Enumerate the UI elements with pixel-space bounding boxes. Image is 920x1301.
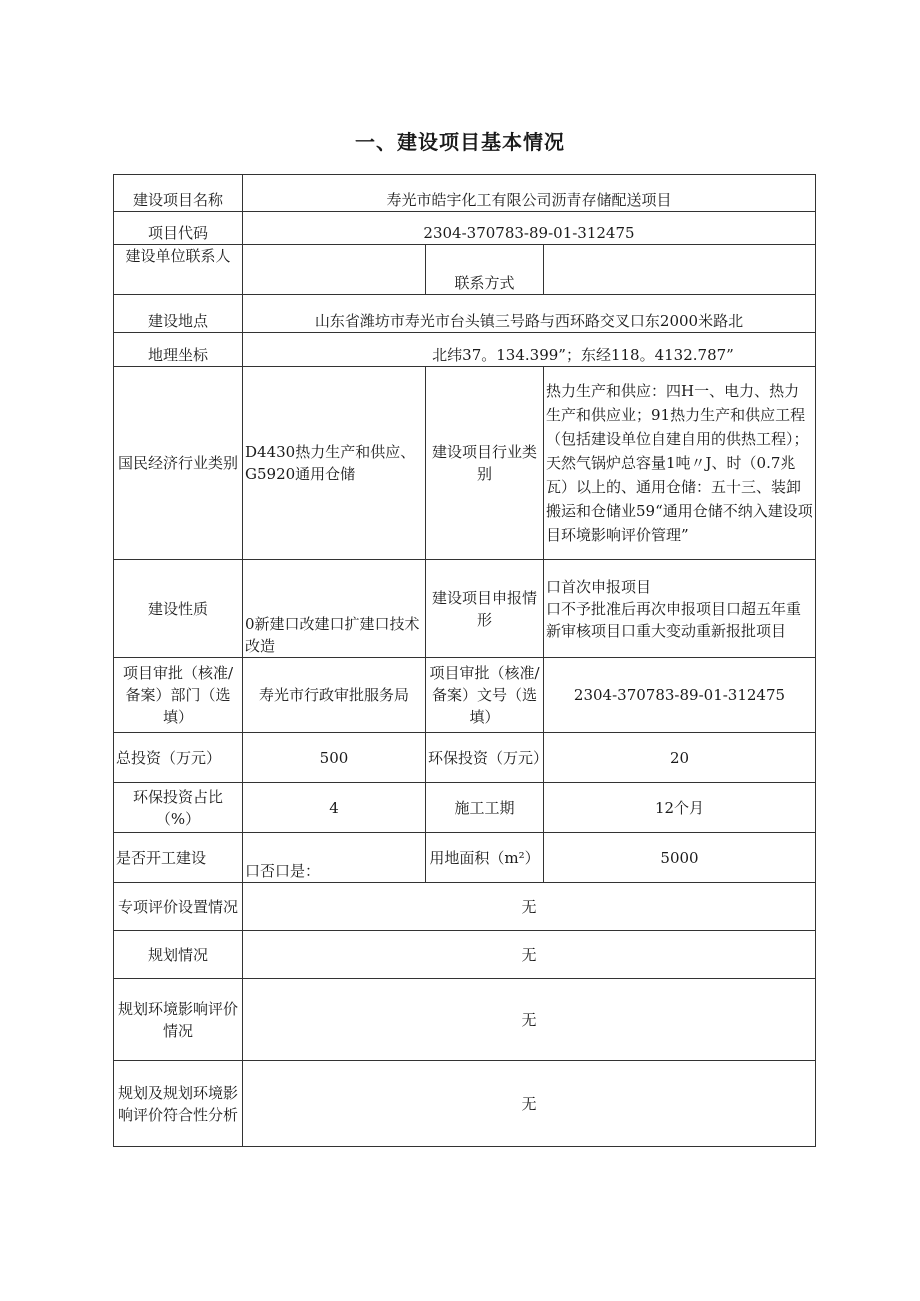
contact-value: [243, 245, 426, 295]
started-value: 口否口是：: [243, 833, 426, 883]
special-eval-value: 无: [243, 883, 816, 931]
table-row: [114, 883, 816, 931]
table-row: [114, 560, 816, 658]
contact-method-label: 联系方式: [426, 245, 544, 295]
table-row: [114, 833, 816, 883]
investment-label: 总投资（万元）: [114, 733, 243, 783]
contact-label: 建设单位联系人: [114, 245, 243, 295]
location-value: 山东省潍坊市寿光市台头镇三号路与西环路交叉口东2000米路北: [243, 295, 816, 333]
env-investment-label: 环保投资（万元）: [426, 733, 544, 783]
env-investment-value: 20: [544, 733, 816, 783]
period-value: 12个月: [544, 783, 816, 833]
project-code-value: 2304-370783-89-01-312475: [243, 212, 816, 245]
approval-doc-label: 项目审批（核准/备案）文号（选填）: [426, 658, 544, 733]
project-code-label: 项目代码: [114, 212, 243, 245]
table-row: [114, 1061, 816, 1147]
table-row: [114, 367, 816, 560]
nature-label: 建设性质: [114, 560, 243, 658]
table-row: [114, 733, 816, 783]
started-label: 是否开工建设: [114, 833, 243, 883]
approval-dept-label: 项目审批（核准/备案）部门（选填）: [114, 658, 243, 733]
approval-doc-value: 2304-370783-89-01-312475: [544, 658, 816, 733]
table-row: [114, 931, 816, 979]
table-row: [114, 783, 816, 833]
industry-value: D4430热力生产和供应、G5920通用仓储: [243, 367, 426, 560]
approval-dept-value: 寿光市行政审批服务局: [243, 658, 426, 733]
table-row: [114, 175, 816, 212]
table-row: [114, 245, 816, 295]
page-title: 一、建设项目基本情况: [355, 130, 565, 154]
table-row: [114, 658, 816, 733]
ratio-value: 4: [243, 783, 426, 833]
planning-analysis-value: 无: [243, 1061, 816, 1147]
project-name-value: 寿光市皓宇化工有限公司沥青存储配送项目: [243, 175, 816, 212]
location-label: 建设地点: [114, 295, 243, 333]
table-row: [114, 212, 816, 245]
industry-label: 国民经济行业类别: [114, 367, 243, 560]
period-label: 施工工期: [426, 783, 544, 833]
declare-label: 建设项目申报情形: [426, 560, 544, 658]
investment-value: 500: [243, 733, 426, 783]
contact-method-value: [544, 245, 816, 295]
project-info-table: [113, 174, 816, 1147]
ratio-label: 环保投资占比（%）: [114, 783, 243, 833]
coords-value: 北纬37。134.399”；东经118。4132.787”: [243, 333, 816, 367]
planning-env-label: 规划环境影响评价情况: [114, 979, 243, 1061]
nature-value: 0新建口改建口扩建口技术改造: [243, 560, 426, 658]
planning-label: 规划情况: [114, 931, 243, 979]
coords-label: 地理坐标: [114, 333, 243, 367]
planning-env-value: 无: [243, 979, 816, 1061]
planning-value: 无: [243, 931, 816, 979]
project-name-label: 建设项目名称: [114, 175, 243, 212]
special-eval-label: 专项评价设置情况: [114, 883, 243, 931]
table-row: [114, 333, 816, 367]
planning-analysis-label: 规划及规划环境影响评价符合性分析: [114, 1061, 243, 1147]
table-row: [114, 979, 816, 1061]
area-value: 5000: [544, 833, 816, 883]
area-label: 用地面积（m²）: [426, 833, 544, 883]
industry-type-value: 热力生产和供应：四H一、电力、热力生产和供应业；91热力生产和供应工程（包括建设单位自建自用的供热工程）；天然气锅炉总容量1吨〃J、时（0.7兆瓦）以上的、通用仓储：五十三、装卸搬运和仓储业59“通用仓储不纳入建设项目环境影响评价管理”: [544, 367, 816, 560]
industry-type-label: 建设项目行业类别: [426, 367, 544, 560]
table-row: [114, 295, 816, 333]
declare-value: 口首次申报项目 口不予批准后再次申报项目口超五年重新审核项目口重大变动重新报批项目: [544, 560, 816, 658]
